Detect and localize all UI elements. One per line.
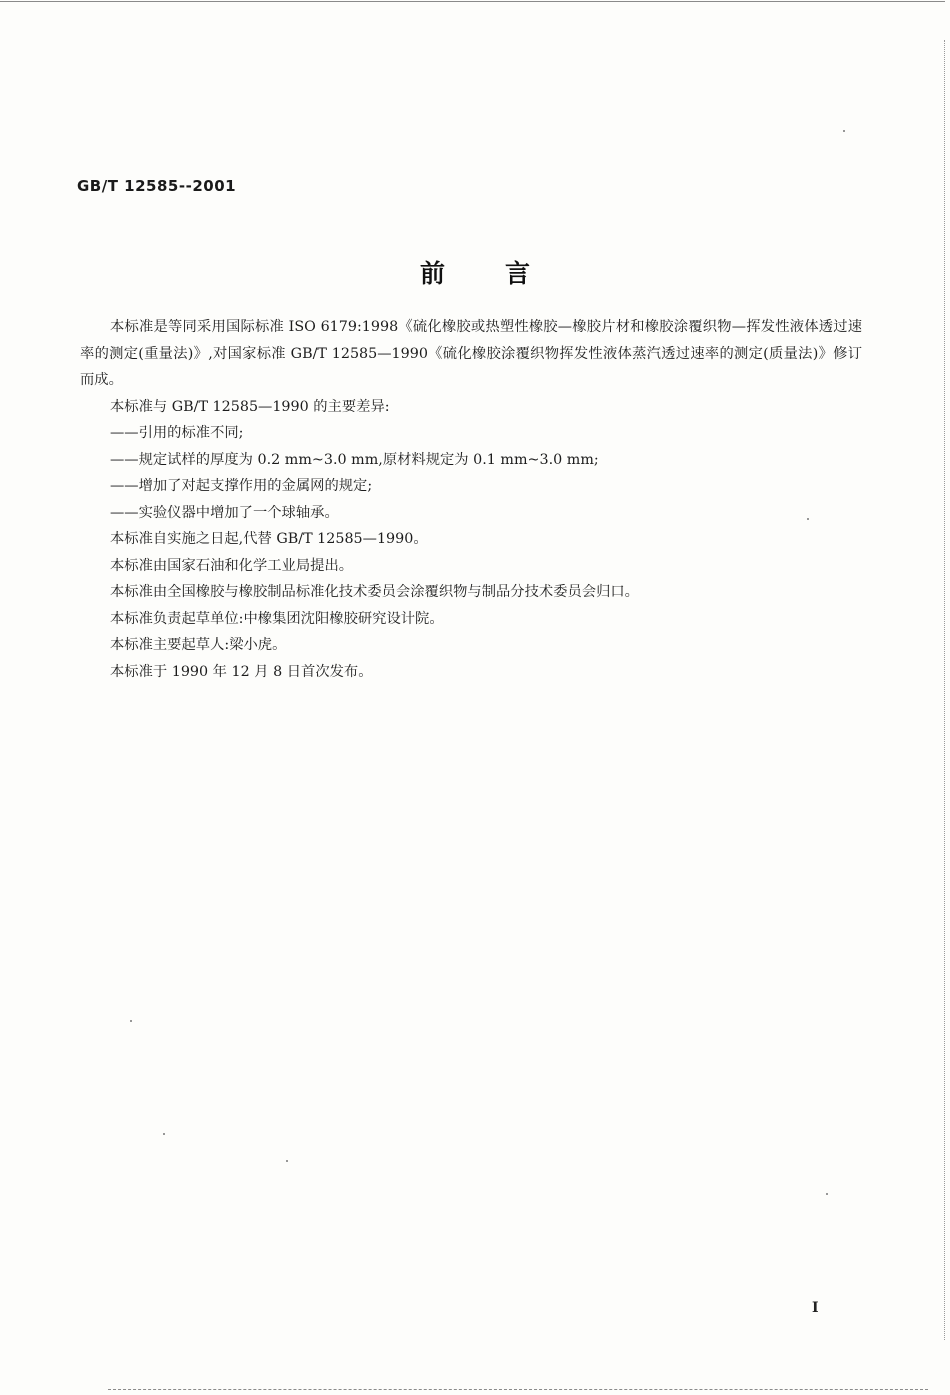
standard-number: GB/T 12585--2001 [77, 177, 237, 195]
foreword-paragraph: 本标准主要起草人:梁小虎。 [110, 637, 287, 653]
scan-edge-bottom [108, 1389, 928, 1390]
scan-edge-top [0, 1, 945, 2]
foreword-paragraph: 本标准是等同采用国际标准 ISO 6179:1998《硫化橡胶或热塑性橡胶—橡胶片材和橡胶涂覆织物—挥发性液体透过速率的测定(重量法)》,对国家标准 GB/T 12585—1990《硫化橡胶涂覆织物挥发性液体蒸汽透过速率的测定(质量法)》修订而成。 [80, 319, 862, 388]
foreword-paragraph: 本标准自实施之日起,代替 GB/T 12585—1990。 [110, 531, 428, 547]
foreword-paragraph: 本标准于 1990 年 12 月 8 日首次发布。 [110, 663, 373, 680]
scan-speck [130, 1020, 132, 1022]
foreword-paragraph: 本标准与 GB/T 12585—1990 的主要差异: [110, 398, 390, 415]
scan-speck [843, 130, 845, 132]
foreword-body [80, 314, 862, 685]
difference-item: ——实验仪器中增加了一个球轴承。 [110, 504, 339, 521]
page-number: I [812, 1300, 819, 1316]
scan-edge-right [944, 40, 945, 1340]
scan-speck [163, 1133, 165, 1135]
difference-item: ——引用的标准不同; [110, 425, 244, 441]
foreword-paragraph: 本标准负责起草单位:中橡集团沈阳橡胶研究设计院。 [110, 610, 444, 627]
scan-speck [826, 1193, 828, 1195]
difference-item: ——增加了对起支撑作用的金属网的规定; [110, 478, 373, 494]
foreword-paragraph: 本标准由国家石油和化学工业局提出。 [110, 557, 354, 574]
page-title: 前言 [419, 259, 590, 288]
scan-speck [286, 1160, 288, 1162]
difference-item: ——规定试样的厚度为 0.2 mm~3.0 mm,原材料规定为 0.1 mm~3.0 mm; [110, 451, 599, 468]
foreword-paragraph: 本标准由全国橡胶与橡胶制品标准化技术委员会涂覆织物与制品分技术委员会归口。 [110, 584, 639, 600]
